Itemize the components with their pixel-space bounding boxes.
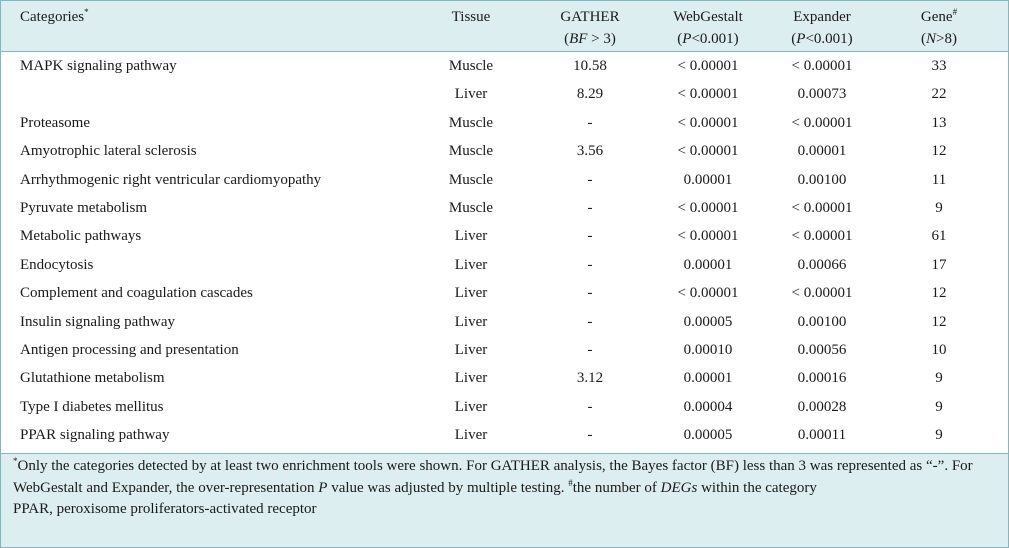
header-gene-sub-open: ( [921,31,926,47]
category-cell: Amyotrophic lateral sclerosis [20,143,197,160]
gene-cell: 13 [931,114,947,131]
gather-cell: - [587,398,593,415]
webgestalt-cell: < 0.00001 [677,143,739,160]
expander-cell: 0.00056 [797,341,847,358]
category-cell: Insulin signaling pathway [20,313,175,330]
table-row [1,80,1008,108]
category-cell: Arrhythmogenic right ventricular cardiomyopathy [20,171,322,188]
table-row [1,137,1008,165]
header-webgestalt [653,6,763,50]
header-gene-sub [894,28,984,50]
category-cell: Pyruvate metabolism [20,199,148,216]
header-webgestalt-sub-open: ( [677,31,683,47]
header-expander-sub-italic: P [796,31,806,47]
tissue-cell: Liver [454,285,488,302]
gene-cell: 11 [931,171,947,188]
gather-cell: 8.29 [576,86,604,103]
table-row [1,52,1008,80]
gather-cell: - [587,171,593,188]
category-cell: Complement and coagulation cascades [20,285,253,302]
header-webgestalt-label: WebGestalt [673,9,743,25]
gene-cell: 61 [931,228,947,245]
header-expander-sub-open: ( [791,31,797,47]
header-gather-label: GATHER [560,9,620,25]
footnote-text-1: Only the categories detected by at least two enrichment tools were shown. For GATHER analysis, the Bayes factor (BF) less than 3 was represented as “-”. For WebGestalt and Expander, the over-representation [13,458,973,496]
header-expander [767,6,877,50]
webgestalt-cell: < 0.00001 [677,285,739,302]
footnote-mark-asterisk: * [13,456,18,466]
webgestalt-cell: < 0.00001 [677,58,739,74]
tissue-cell: Muscle [448,171,494,188]
footnote-italic-p: P [318,479,328,496]
gather-cell: 3.12 [576,370,604,387]
gene-cell: 9 [935,427,943,444]
tissue-cell: Liver [454,228,488,245]
header-gather-sub-rest: > 3) [587,31,616,47]
expander-cell: < 0.00001 [791,285,853,302]
table-body [1,52,1008,449]
header-gene-line1 [894,6,984,28]
header-gene-mark: # [952,7,958,17]
footnote-italic-degs: DEGs [660,479,698,496]
table-row [1,393,1008,421]
footnote-text-2: value was adjusted by multiple testing. [327,479,569,496]
tissue-cell: Liver [454,398,488,415]
webgestalt-cell: 0.00001 [683,171,733,188]
gather-cell: - [587,313,593,330]
gather-cell: - [587,228,593,245]
category-cell: Proteasome [20,114,90,131]
header-expander-sub-rest: <0.001) [805,31,853,47]
expander-cell: 0.00001 [797,143,847,160]
table-row [1,279,1008,307]
footnote-abbreviation: PPAR, peroxisome proliferators-activated receptor [13,501,317,517]
header-categories-mark: * [84,7,89,17]
category-cell: Endocytosis [20,256,94,273]
expander-cell: 0.00100 [797,171,847,188]
tissue-cell: Muscle [448,58,494,74]
webgestalt-cell: 0.00004 [683,398,733,415]
category-cell: Metabolic pathways [20,228,142,245]
expander-cell: 0.00100 [797,313,847,330]
footnote-text-3: the number of [572,479,661,496]
table-row [1,421,1008,449]
header-webgestalt-sub [653,28,763,50]
header-gene-sub-italic: N [926,31,937,47]
expander-cell: 0.00066 [797,256,847,273]
header-expander-sub [767,28,877,50]
tissue-cell: Muscle [448,114,494,131]
gene-cell: 17 [931,256,947,273]
expander-cell: 0.00016 [797,370,847,387]
gather-cell: - [587,114,593,131]
webgestalt-cell: < 0.00001 [677,199,739,216]
webgestalt-cell: 0.00005 [683,427,733,444]
tissue-cell: Liver [454,427,488,444]
gene-cell: 9 [935,199,943,216]
gather-cell: - [587,427,593,444]
table-row [1,364,1008,392]
gather-cell: - [587,256,593,273]
expander-cell: < 0.00001 [791,199,853,216]
expander-cell: < 0.00001 [791,58,853,74]
webgestalt-cell: 0.00001 [683,256,733,273]
table-row [1,166,1008,194]
header-gather-sub-italic: BF [569,31,588,47]
tissue-cell: Liver [454,341,488,358]
table-row [1,109,1008,137]
header-gene [894,6,984,50]
header-expander-label: Expander [793,9,851,25]
tissue-cell: Liver [454,256,488,273]
webgestalt-cell: 0.00005 [683,313,733,330]
gene-cell: 12 [931,143,947,160]
gene-cell: 9 [935,370,943,387]
header-webgestalt-sub-italic: P [682,31,692,47]
header-categories [20,6,89,28]
header-gene-label: Gene [920,9,953,25]
webgestalt-cell: < 0.00001 [677,228,739,245]
gene-cell: 12 [931,285,947,302]
expander-cell: < 0.00001 [791,114,853,131]
header-webgestalt-sub-rest: <0.001) [691,31,739,47]
gene-cell: 33 [931,58,947,74]
header-gene-sub-rest: >8) [936,31,957,47]
footnote-paragraph [13,456,996,499]
gene-cell: 10 [931,341,947,358]
gather-cell: - [587,199,593,216]
table-row [1,336,1008,364]
category-cell: MAPK signaling pathway [20,58,177,74]
category-cell: Antigen processing and presentation [20,341,239,358]
gather-cell: 3.56 [576,143,604,160]
tissue-cell: Muscle [448,199,494,216]
expander-cell: 0.00028 [797,398,847,415]
tissue-cell: Liver [454,370,488,387]
table-header [1,1,1008,52]
tissue-cell: Liver [454,86,488,103]
table-row [1,194,1008,222]
header-tissue-label: Tissue [451,9,491,25]
header-gather-sub-open: ( [564,31,570,47]
gather-cell: 10.58 [573,58,607,74]
gene-cell: 22 [931,86,947,103]
category-cell: Type I diabetes mellitus [20,398,164,415]
tissue-cell: Liver [454,313,488,330]
table-footnote [1,453,1008,547]
footnote-mark-hash: # [568,477,573,488]
table-row [1,308,1008,336]
category-cell: Glutathione metabolism [20,370,165,387]
footnote-text-4: within the category [697,479,817,496]
expander-cell: 0.00011 [797,427,847,444]
webgestalt-cell: < 0.00001 [677,114,739,131]
header-tissue [416,6,526,28]
gather-cell: - [587,285,593,302]
table-row [1,222,1008,250]
category-cell: PPAR signaling pathway [20,427,170,444]
header-gather-sub [541,28,639,50]
header-categories-label: Categories [20,9,85,25]
expander-cell: < 0.00001 [791,228,853,245]
gene-cell: 9 [935,398,943,415]
gene-cell: 12 [931,313,947,330]
expander-cell: 0.00073 [797,86,847,103]
gather-cell: - [587,341,593,358]
tissue-cell: Muscle [448,143,494,160]
webgestalt-cell: 0.00010 [683,341,733,358]
table-row [1,251,1008,279]
webgestalt-cell: 0.00001 [683,370,733,387]
header-gather [541,6,639,50]
webgestalt-cell: < 0.00001 [677,86,739,103]
